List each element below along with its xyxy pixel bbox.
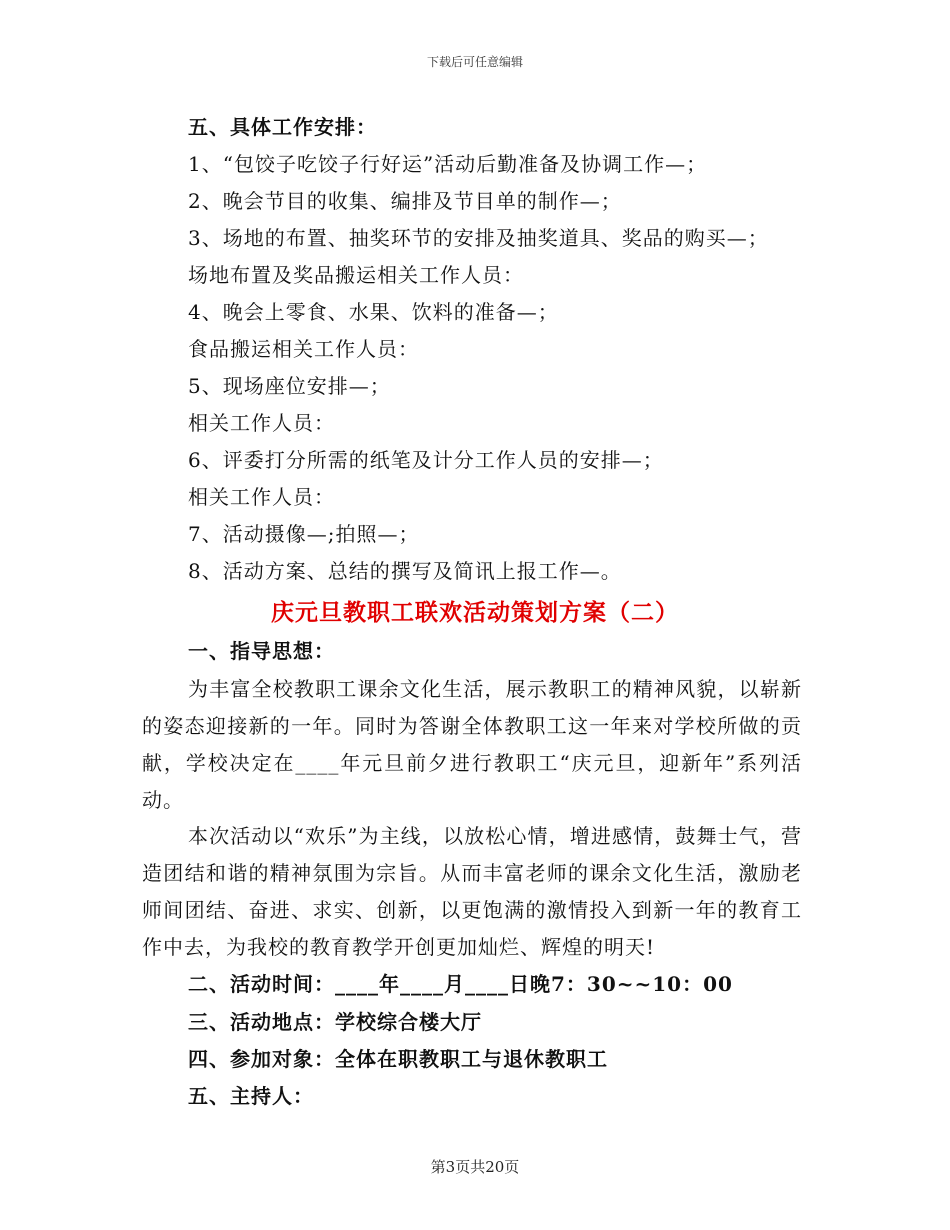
- arrangement-line-4: 4、晚会上零食、水果、饮料的准备—；: [188, 300, 559, 324]
- header-note: 下载后可任意编辑: [426, 55, 523, 69]
- arrangement-line-3: 3、场地的布置、抽奖环节的安排及抽奖道具、奖品的购买—；: [188, 226, 769, 250]
- page-number-footer: 第3页共20页: [430, 1158, 520, 1176]
- arrangement-line-6-staff: 相关工作人员：: [188, 485, 335, 509]
- activity-time-heading: 二、活动时间：____年____月____日晚7：30~~10：00: [188, 972, 733, 996]
- work-arrangement-heading: 五、具体工作安排：: [188, 115, 377, 139]
- arrangement-line-5: 5、现场座位安排—；: [188, 374, 391, 398]
- arrangement-line-8: 8、活动方案、总结的撰写及简讯上报工作—。: [188, 559, 622, 583]
- activity-location-heading: 三、活动地点：学校综合楼大厅: [188, 1010, 482, 1034]
- guiding-ideology-heading: 一、指导思想：: [188, 639, 335, 663]
- section-title: 庆元旦教职工联欢活动策划方案（二）: [271, 599, 679, 626]
- guiding-ideology-paragraph-2: 本次活动以“欢乐”为主线，以放松心情，增进感情，鼓舞士气，营造团结和谐的精神氛围为宗旨。从而丰富老师的课余文化生活，激励老师间团结、奋进、求实、创新，以更饱满的激情投入到新一年的教育工作中去，为我校的教育教学开创更加灿烂、辉煌的明天!: [142, 824, 802, 959]
- arrangement-line-7: 7、活动摄像—;拍照—；: [188, 522, 420, 546]
- arrangement-line-1: 1、“包饺子吃饺子行好运”活动后勤准备及协调工作—；: [188, 152, 708, 176]
- arrangement-line-2: 2、晚会节目的收集、编排及节目单的制作—；: [188, 189, 622, 213]
- arrangement-line-4-staff: 食品搬运相关工作人员：: [188, 337, 419, 361]
- arrangement-line-5-staff: 相关工作人员：: [188, 411, 335, 435]
- participants-heading: 四、参加对象：全体在职教职工与退休教职工: [188, 1047, 608, 1071]
- guiding-ideology-paragraph-1: 为丰富全校教职工课余文化生活，展示教职工的精神风貌，以崭新的姿态迎接新的一年。同时为答谢全体教职工这一年来对学校所做的贡献，学校决定在____年元旦前夕进行教职工“庆元旦，迎新年”系列活动。: [142, 677, 802, 812]
- host-heading: 五、主持人：: [188, 1084, 314, 1108]
- arrangement-line-6: 6、评委打分所需的纸笔及计分工作人员的安排—；: [188, 448, 664, 472]
- arrangement-line-3-staff: 场地布置及奖品搬运相关工作人员：: [188, 263, 524, 287]
